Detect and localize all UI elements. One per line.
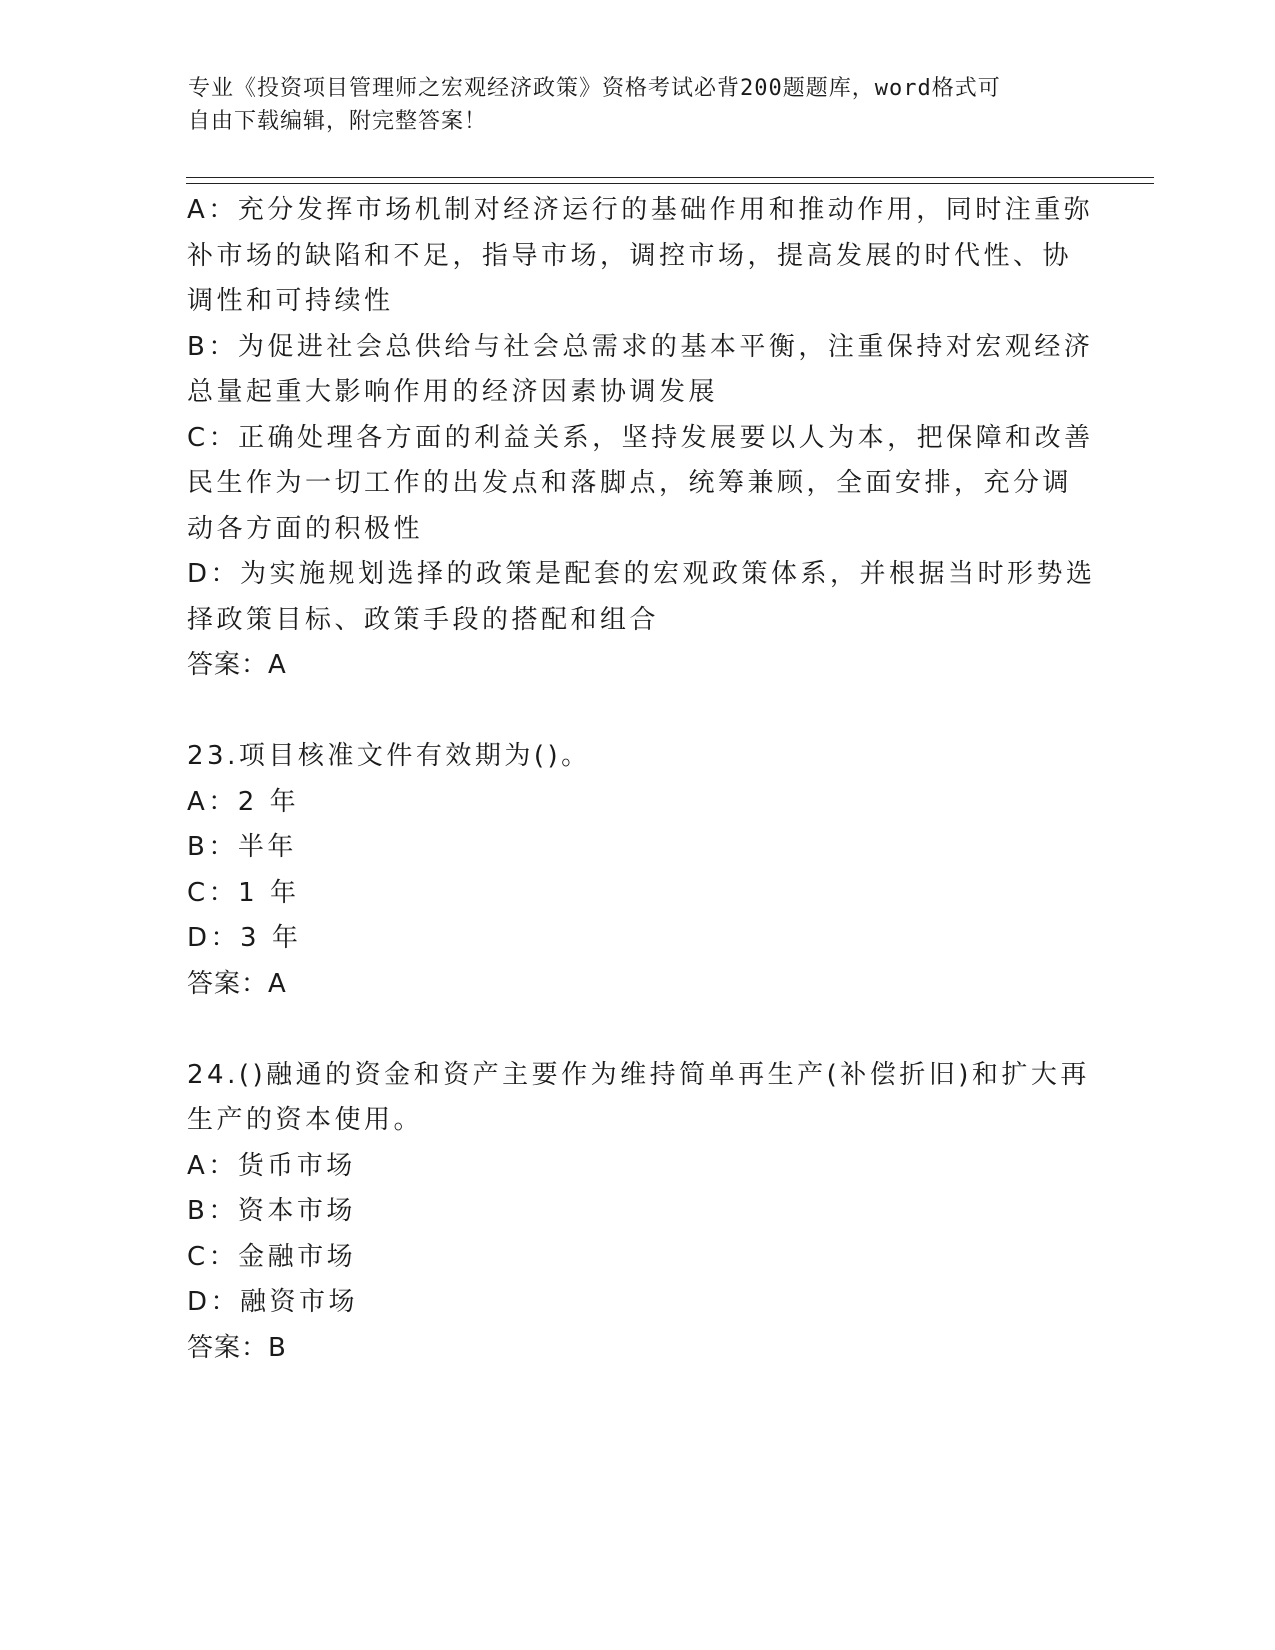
q22-option-a — [187, 188, 1094, 325]
spacer — [187, 689, 1087, 735]
question-content — [187, 188, 1096, 1371]
header-divider — [186, 183, 1154, 184]
option-line: 民生作为一切工作的出发点和落脚点，统筹兼顾，全面安排，充分调 — [187, 468, 1073, 498]
q22-answer: 答案：A — [187, 650, 287, 680]
q22-option-b — [187, 325, 1094, 416]
document-header — [188, 72, 1068, 138]
option-line: B：为促进社会总供给与社会总需求的基本平衡，注重保持对宏观经济 — [187, 331, 1094, 362]
q23-question: 23.项目核准文件有效期为()。 — [187, 741, 591, 771]
q24-option-b: B：资本市场 — [187, 1196, 356, 1226]
option-line: D：为实施规划选择的政策是配套的宏观政策体系，并根据当时形势选 — [187, 559, 1096, 589]
q24-option-a: A：货币市场 — [187, 1150, 356, 1181]
header-line: 专业《投资项目管理师之宏观经济政策》资格考试必背200题题库，word格式可 — [188, 76, 1001, 101]
q24-option-d: D：融资市场 — [187, 1287, 359, 1317]
option-line: 总量起重大影响作用的经济因素协调发展 — [187, 377, 719, 407]
option-line: C：正确处理各方面的利益关系，坚持发展要以人为本，把保障和改善 — [187, 422, 1094, 453]
q23-answer: 答案：A — [187, 968, 287, 999]
header-divider — [186, 177, 1154, 178]
spacer — [187, 1007, 1087, 1053]
q24-question — [187, 1053, 1090, 1144]
q23-option-b: B：半年 — [187, 832, 297, 862]
option-line: 补市场的缺陷和不足，指导市场，调控市场，提高发展的时代性、协 — [187, 240, 1073, 271]
q23-option-a: A：2 年 — [187, 786, 300, 817]
q23-option-d: D：3 年 — [187, 923, 302, 953]
option-line: 择政策目标、政策手段的搭配和组合 — [187, 604, 660, 635]
q22-option-d — [187, 552, 1096, 643]
q24-answer: 答案：B — [187, 1332, 287, 1363]
q22-option-c — [187, 416, 1094, 553]
q23-option-c: C：1 年 — [187, 877, 300, 908]
question-line: 生产的资本使用。 — [187, 1105, 424, 1135]
question-line: 24.()融通的资金和资产主要作为维持简单再生产(补偿折旧)和扩大再 — [187, 1059, 1090, 1090]
option-line: 动各方面的积极性 — [187, 513, 424, 544]
option-line: A：充分发挥市场机制对经济运行的基础作用和推动作用，同时注重弥 — [187, 195, 1094, 225]
q24-option-c: C：金融市场 — [187, 1241, 357, 1272]
option-line: 调性和可持续性 — [187, 286, 394, 316]
header-line: 自由下载编辑，附完整答案！ — [188, 109, 488, 134]
